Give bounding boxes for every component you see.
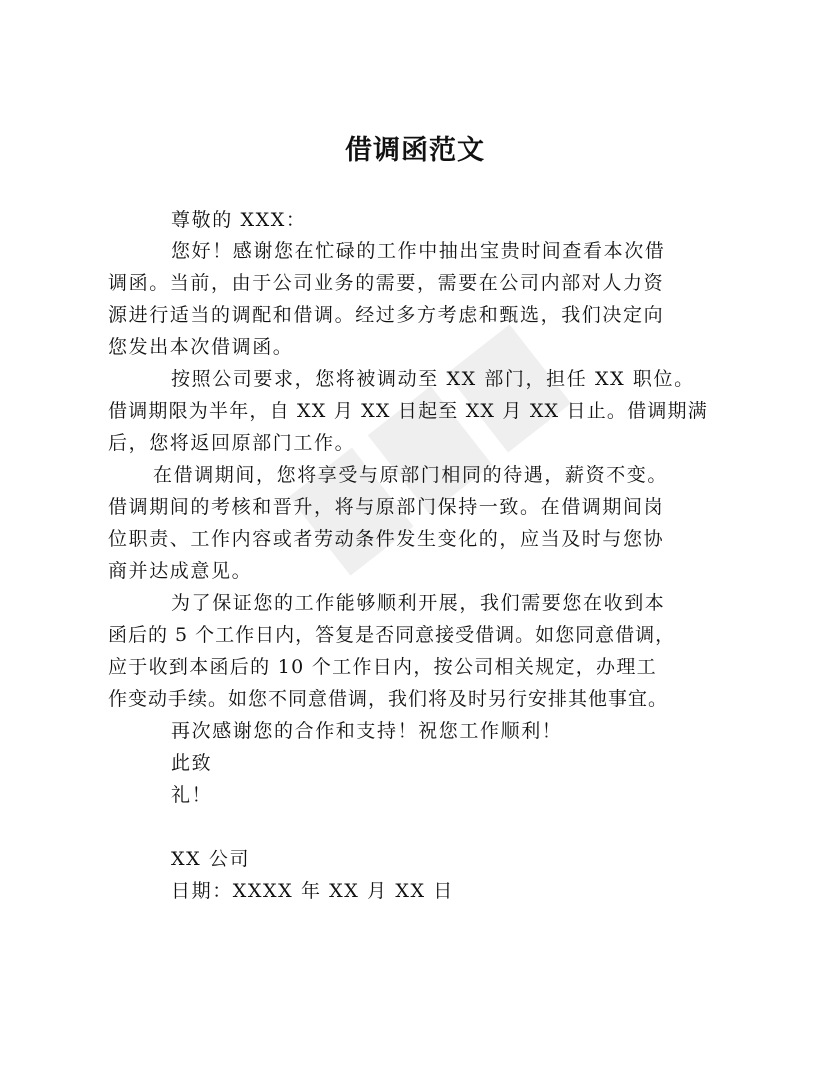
signature-company: XX 公司	[171, 848, 251, 870]
paragraph-line: 您发出本次借调函。	[108, 336, 294, 358]
paragraph-line: 函后的 5 个工作日内，答复是否同意接受借调。如您同意借调，	[108, 624, 676, 646]
paragraph-line: 作变动手续。如您不同意借调，我们将及时另行安排其他事宜。	[108, 688, 669, 710]
paragraph-line: 商并达成意见。	[108, 560, 253, 582]
paragraph-line: 按照公司要求，您将被调动至 XX 部门，担任 XX 职位。	[171, 368, 695, 390]
paragraph-line: 为了保证您的工作能够顺利开展，我们需要您在收到本	[171, 592, 666, 614]
closing-li: 礼！	[171, 784, 213, 806]
paragraph-line: 后，您将返回原部门工作。	[108, 432, 356, 454]
paragraph-line: 在借调期间，您将享受与原部门相同的待遇，薪资不变。	[153, 464, 669, 486]
paragraph-line: 调函。当前，由于公司业务的需要，需要在公司内部对人力资	[108, 272, 665, 294]
paragraph-line: 应于收到本函后的 10 个工作日内，按公司相关规定，办理工	[108, 656, 657, 678]
page-title: 借调函范文	[345, 135, 485, 166]
salutation: 尊敬的 XXX：	[171, 209, 307, 231]
paragraph-line: 借调期限为半年，自 XX 月 XX 日起至 XX 月 XX 日止。借调期满	[108, 400, 708, 422]
signature-date: 日期：XXXX 年 XX 月 XX 日	[171, 880, 454, 902]
closing-thanks: 再次感谢您的合作和支持！祝您工作顺利！	[171, 720, 563, 742]
closing-cizhi: 此致	[171, 752, 213, 774]
paragraph-line: 源进行适当的调配和借调。经过多方考虑和甄选，我们决定向	[108, 304, 665, 326]
paragraph-line: 您好！感谢您在忙碌的工作中抽出宝贵时间查看本次借	[171, 240, 666, 262]
paragraph-line: 位职责、工作内容或者劳动条件发生变化的，应当及时与您协	[108, 528, 665, 550]
paragraph-line: 借调期间的考核和晋升，将与原部门保持一致。在借调期间岗	[108, 496, 665, 518]
